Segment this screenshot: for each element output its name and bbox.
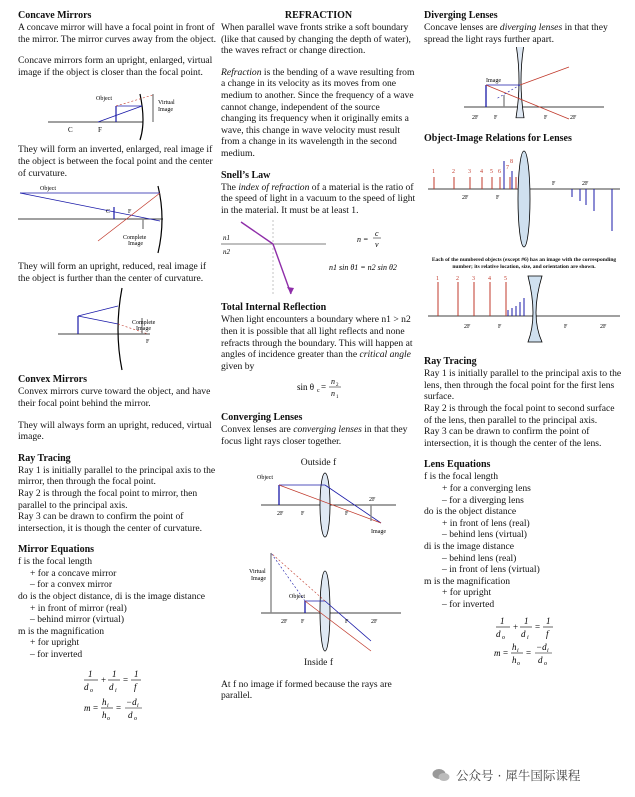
tir-text-1: When light encounters a boundary where n1 > n2 then it is possible that all light reflects and none refracts through the boundary. This will happen at angles of incidence greater than the [221, 314, 413, 361]
lens-eq-do-minus: – behind lens (virtual) [442, 529, 527, 541]
svg-text:=: = [535, 622, 541, 633]
svg-text:n =: n = [357, 235, 369, 245]
fig8-f-label: F [498, 324, 502, 331]
fig1-f-label: F [98, 126, 102, 135]
lens-eq-f: f is the focal length [424, 471, 499, 483]
convex-image-text: They will always form an upright, reduced, virtual image. [18, 419, 212, 443]
svg-text:sin θ: sin θ [297, 382, 315, 393]
lens-ray-tracing-heading: Ray Tracing [424, 356, 477, 368]
conv-text-2: in that they focus light rays closer together. [221, 424, 408, 447]
fig6-2f-right-label: 2F [570, 115, 577, 122]
svg-text:i: i [517, 648, 519, 655]
svg-text:o: o [502, 635, 505, 642]
watermark [432, 766, 580, 784]
concave-real-reduced-text: They will form an upright, reduced, real image if the object is further than the center of curvature. [18, 261, 207, 284]
svg-text:i: i [527, 635, 529, 642]
convex-intro-text: Convex mirrors curve toward the object, and have their focal point behind the mirror. [18, 386, 211, 409]
fig8-n3: 3 [472, 276, 475, 283]
mirror-eq-m-plus: + for upright [30, 637, 80, 649]
svg-text:m: m [494, 648, 501, 659]
svg-text:2: 2 [336, 383, 339, 389]
index-of-refraction-term: index of refraction [238, 181, 310, 193]
tir-text [221, 314, 416, 372]
svg-text:1: 1 [524, 616, 529, 627]
fig2-complete-label: Complete [123, 235, 147, 242]
refraction-heading: REFRACTION [284, 10, 353, 21]
fig1-object-label: Object [96, 96, 112, 103]
svg-text:1: 1 [500, 616, 505, 627]
svg-text:d: d [128, 709, 133, 720]
fig7-2f-label: 2F [462, 195, 469, 202]
svg-text:+: + [513, 622, 519, 633]
lens-ray-1: Ray 1 is initially parallel to the principal axis to the lens, then through the focal point for the first lens surface. [424, 368, 622, 403]
fig2-f-label: F [128, 209, 132, 216]
fig2-image-label: Image [128, 241, 143, 248]
div-text-1: Concave lenses are [424, 22, 500, 33]
converging-lenses-term: converging lenses [293, 424, 362, 436]
mirror-eq-m-minus: – for inverted [30, 649, 83, 661]
concave-virtual-diagram [18, 80, 218, 142]
svg-text:i: i [115, 687, 117, 694]
svg-text:c: c [317, 388, 320, 395]
svg-text:i: i [547, 648, 549, 655]
n2-label: n2 [223, 248, 230, 257]
wechat-icon [432, 768, 450, 782]
fig8-n4: 4 [488, 276, 491, 283]
svg-text:m: m [84, 702, 91, 713]
snells-law-diagram [221, 218, 416, 300]
fig7-n2: 2 [452, 169, 455, 176]
svg-text:h: h [512, 642, 517, 653]
svg-text:h: h [102, 696, 107, 707]
at-f-text: At f no image if formed because the rays are parallel. [221, 678, 392, 702]
fig4-object-label: Object [257, 475, 273, 482]
diverging-lenses-text [424, 22, 624, 45]
fig8-n1: 1 [436, 276, 439, 283]
fig4-f-right-label: F [345, 511, 349, 518]
snells-law-heading: Snell’s Law [221, 169, 271, 181]
svg-text:f: f [134, 681, 137, 692]
svg-text:=: = [321, 382, 327, 393]
fig1-image-label: Image [158, 107, 173, 114]
svg-text:=: = [123, 674, 129, 685]
svg-text:o: o [517, 661, 520, 668]
fig4-2f-label: 2F [277, 511, 284, 518]
snells-equation: n1 sin θ1 = n2 sin θ2 [329, 263, 397, 273]
fig8-2f-label: 2F [464, 324, 471, 331]
lens-equation-formulas [424, 612, 624, 668]
svg-text:=: = [116, 702, 122, 713]
fig1-c-label: C [68, 126, 73, 135]
object-image-caption: Each of the numbered objects (except #6) has an image with the corresponding number; its relative location, size, and orientation are shown. [431, 257, 617, 270]
fig8-2f-right-label: 2F [600, 324, 607, 331]
mirror-eq-m: m is the magnification [18, 625, 105, 637]
lens-eq-di-minus: – in front of lens (virtual) [442, 564, 540, 576]
fig5-f-right-label: F [345, 619, 349, 626]
lens-eq-m-minus: – for inverted [442, 598, 495, 610]
mirror-eq-f-plus: + for a concave mirror [30, 567, 117, 579]
svg-text:v: v [375, 240, 379, 250]
mirror-eq-f-minus: – for a convex mirror [30, 579, 113, 591]
fig5-object-label: Object [289, 594, 305, 601]
refraction-term: Refraction [221, 66, 262, 78]
fig7-n4: 4 [480, 169, 483, 176]
svg-text:d: d [84, 681, 89, 692]
svg-text:1: 1 [112, 668, 117, 679]
svg-text:f: f [546, 629, 549, 640]
concave-reduced-diagram [18, 286, 218, 372]
fig4-f-label: F [301, 511, 305, 518]
svg-text:o: o [134, 715, 137, 722]
svg-text:d: d [538, 655, 543, 666]
fig3-f-label: F [146, 339, 150, 346]
watermark-text: 公众号 · 犀牛国际课程 [456, 768, 581, 783]
concave-virtual-text: Concave mirrors form an upright, enlarged, virtual image if the object is closer than the focal point. [18, 55, 213, 78]
mirror-ray-3: Ray 3 can be drawn to confirm the point of intersection, it is though the center of curvature. [18, 511, 203, 534]
mirror-eq-d-minus: – behind mirror (virtual) [30, 614, 125, 626]
converging-inside-f-diagram [221, 543, 416, 655]
fig7-n1: 1 [432, 169, 435, 176]
svg-text:o: o [544, 661, 547, 668]
fig6-image-label: Image [486, 78, 501, 85]
fig5-f-label: F [301, 619, 305, 626]
concave-intro-text: A concave mirror will have a focal point in front of the mirror. The mirror curves away from the object. [18, 22, 217, 45]
fig7-f-label: F [496, 195, 500, 202]
column-lenses [424, 10, 624, 670]
refraction-definition-text: is the bending of a wave resulting from a change in its velocity as its moves from one medium to another. Since the frequency of a wave cannot change, independent of the source changing its frequency when it originally emits a wave, this change in wave velocity must result from a change in its wavelength in the second medium. [221, 66, 415, 159]
svg-text:−d: −d [126, 696, 137, 707]
lens-eq-do-plus: + in front of lens (real) [442, 517, 530, 529]
concave-real-diagram [18, 181, 218, 259]
fig7-2f-right-label: 2F [582, 181, 589, 188]
fig2-c-label: C [106, 209, 111, 216]
n1-label: n1 [223, 234, 230, 243]
fig5-virtual-label: Virtual [249, 569, 266, 576]
lens-eq-m: m is the magnification [424, 575, 511, 587]
svg-text:c: c [375, 229, 379, 239]
svg-text:n: n [331, 377, 335, 387]
svg-text:d: d [496, 629, 501, 640]
converging-object-image-diagram [424, 147, 624, 255]
diverging-lenses-heading: Diverging Lenses [424, 10, 498, 21]
fig7-n8: 8 [510, 159, 513, 166]
converging-outside-f-diagram [221, 471, 416, 541]
fig8-f-right-label: F [564, 324, 568, 331]
fig3-image-label: Image [136, 326, 151, 333]
refraction-definition [221, 67, 416, 160]
mirror-eq-f: f is the focal length [18, 556, 93, 568]
svg-text:1: 1 [134, 668, 139, 679]
lens-eq-di-plus: – behind lens (real) [442, 552, 517, 564]
lens-eq-m-plus: + for upright [442, 587, 492, 599]
concave-mirrors-heading: Concave Mirrors [18, 10, 92, 21]
mirror-equations-heading: Mirror Equations [18, 544, 95, 556]
fig6-f-right-label: F [544, 115, 548, 122]
column-mirrors [18, 10, 218, 725]
mirror-eq-d: do is the object distance, di is the image distance [18, 591, 206, 603]
fig8-n5: 5 [504, 276, 507, 283]
snell-post: of a material is the ratio of the speed of light in a vacuum to the speed of light in the material. It must be at least 1. [221, 181, 416, 216]
lens-eq-do: do is the object distance [424, 506, 517, 518]
fig7-n7: 7 [506, 165, 509, 172]
object-image-relations-heading: Object-Image Relations for Lenses [424, 133, 572, 145]
fig6-2f-label: 2F [472, 115, 479, 122]
lens-ray-2: Ray 2 is through the focal point to second surface of the lens, then parallel to the principal axis. [424, 402, 615, 426]
mirror-ray-tracing-heading: Ray Tracing [18, 452, 71, 464]
concave-real-enlarged-text: They will form an inverted, enlarged, real image if the object is between the focal point and the center of curvature. [18, 144, 213, 179]
lens-ray-3: Ray 3 can be drawn to confirm the point of intersection, it is though the center of the lens. [424, 426, 602, 449]
svg-text:i: i [107, 702, 109, 709]
fig3-complete-label: Complete [132, 320, 156, 327]
fig5-2f-label: 2F [281, 619, 288, 626]
outside-f-label: Outside f [300, 457, 337, 469]
lens-eq-f-minus: – for a diverging lens [442, 494, 524, 506]
lens-eq-di: di is the image distance [424, 540, 515, 552]
svg-text:=: = [93, 702, 99, 713]
converging-lenses-text [221, 424, 416, 447]
svg-text:i: i [137, 702, 139, 709]
svg-text:o: o [107, 715, 110, 722]
lens-equations-heading: Lens Equations [424, 459, 491, 471]
fig7-f-right-label: F [552, 181, 556, 188]
inside-f-label: Inside f [303, 657, 334, 669]
fig6-f-label: F [494, 115, 498, 122]
div-text-2: in that they spread the light rays further apart. [424, 22, 608, 45]
mirror-ray-1: Ray 1 is initially parallel to the principal axis to the mirror, then through the focal point. [18, 464, 216, 488]
fig7-n6: 6 [498, 169, 501, 176]
fig5-2f-right-label: 2F [371, 619, 378, 626]
mirror-ray-2: Ray 2 is through the focal point to mirror, then parallel to the principal axis. [18, 487, 198, 511]
svg-text:=: = [503, 648, 509, 659]
lens-eq-f-plus: + for a converging lens [442, 482, 531, 494]
diverging-lenses-term: diverging lenses [499, 22, 563, 33]
fig4-image-label: Image [371, 529, 386, 536]
svg-text:+: + [101, 674, 107, 685]
tir-text-2: given by [221, 360, 255, 372]
svg-text:o: o [90, 687, 93, 694]
diverging-lens-diagram [424, 47, 624, 131]
svg-text:1: 1 [546, 616, 551, 627]
converging-lenses-heading: Converging Lenses [221, 412, 303, 424]
svg-text:=: = [526, 648, 532, 659]
fig4-2f-right-label: 2F [369, 497, 376, 504]
snells-law-text [221, 182, 416, 217]
diverging-object-image-diagram [424, 272, 624, 344]
svg-text:h: h [102, 709, 107, 720]
svg-text:d: d [521, 629, 526, 640]
svg-text:h: h [512, 655, 517, 666]
mirror-eq-d-plus: + in front of mirror (real) [30, 602, 127, 614]
critical-angle-formula [221, 374, 416, 400]
fig1-virtual-label: Virtual [158, 100, 175, 107]
refraction-intro-text: When parallel wave fronts strike a soft boundary (like that caused by changing the depth of water), the waves refract or change direction. [221, 22, 411, 57]
critical-angle-term: critical angle [359, 349, 411, 361]
svg-text:d: d [109, 681, 114, 692]
mirror-equation-formulas [18, 663, 218, 723]
conv-text-1: Convex lenses are [221, 424, 294, 436]
fig8-n2: 2 [456, 276, 459, 283]
svg-text:n: n [331, 389, 335, 399]
fig5-image-label: Image [251, 576, 266, 583]
tir-heading: Total Internal Reflection [221, 302, 327, 314]
fig7-n3: 3 [468, 169, 471, 176]
snell-pre: The [221, 181, 239, 193]
fig2-object-label: Object [40, 186, 56, 193]
fig7-n5: 5 [490, 169, 493, 176]
svg-text:−d: −d [536, 642, 547, 653]
convex-mirrors-heading: Convex Mirrors [18, 374, 87, 386]
column-refraction [221, 10, 416, 702]
svg-text:1: 1 [88, 668, 93, 679]
svg-text:1: 1 [336, 395, 339, 401]
